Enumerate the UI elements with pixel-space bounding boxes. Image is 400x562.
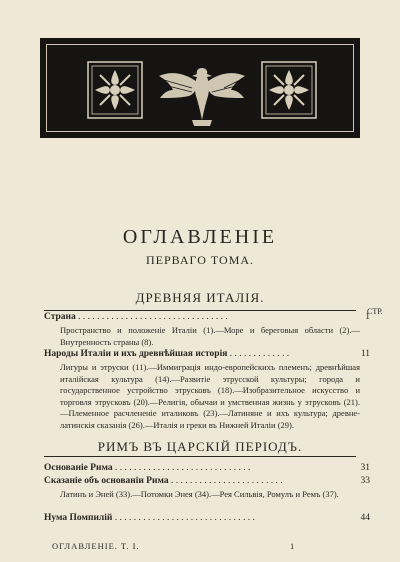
signature-mark: 1 (290, 541, 296, 551)
page-column-header: СТР. (367, 307, 383, 316)
contents-title: ОГЛАВЛЕНІЕ (122, 226, 278, 248)
leader-dots: . . . . . . . . . . . . . . . . . . . . . . . . . . . . . . . . (78, 312, 228, 322)
leader-dots: . . . . . . . . . . . . . . . . . . . . . . . . (171, 476, 283, 486)
toc-entry-numa (44, 513, 370, 525)
eagle-icon (159, 68, 245, 126)
toc-entry-name: Сказаніе объ основаніи Рима (44, 476, 169, 486)
toc-entry-description: Лигуры и этруски (11).—Иммиграція индо-европейскихъ племенъ; древнѣйшая италійская культура (14).—Развитіе этрусской культуры; города и государственное устройство этрусковъ (18).—Изобразительное искусство и торговля этрусковъ (20).—Религія, обычаи и умственная жизнь у этрусковъ (21).—Племенное расчлененіе италиковъ (23).—Латиняне и ихъ культура; древне-латинскія сказанія (26).—Италія и греки въ Нижней Италіи (29). (60, 362, 360, 430)
leader-dots: . . . . . . . . . . . . . . . . . . . . . . . . . . . . . . (114, 513, 255, 523)
toc-entry-page: 33 (360, 476, 370, 486)
toc-entry-country (44, 312, 370, 324)
toc-entry-name: Страна (44, 312, 76, 322)
toc-entry-page: 44 (360, 513, 370, 523)
toc-entry-name: Нума Помпилій (44, 513, 113, 523)
section-divider (44, 310, 356, 311)
toc-entry-page: 11 (360, 349, 370, 359)
toc-entry-legend (44, 476, 370, 488)
toc-entry-name: Основаніе Рима (44, 463, 113, 473)
rosette-left-icon (88, 62, 142, 118)
contents-subtitle: ПЕРВАГО ТОМА. (145, 253, 255, 267)
toc-entry-page: 1 (365, 312, 370, 322)
toc-entry-page: 31 (360, 463, 370, 473)
section-title-rome-kings: РИМЪ ВЪ ЦАРСКІЙ ПЕРІОДЪ. (97, 439, 303, 454)
section-title-ancient-italy: ДРЕВНЯЯ ИТАЛІЯ. (135, 290, 265, 305)
toc-entry-name: Народы Италіи и ихъ древнѣйшая исторія (44, 349, 228, 359)
toc-entry-description: Латинъ и Эней (33).—Потомки Энея (34).—Рея Сильвія, Ромулъ и Ремъ (37). (60, 489, 339, 499)
vignette-ornament (42, 40, 362, 140)
toc-entry-description: Пространство и положеніе Италіи (1).—Море и береговыя области (2).—Внутренность страны (8). (60, 325, 360, 347)
running-footer: ОГЛАВЛЕНІЕ. Т. I. (52, 541, 140, 551)
toc-entry-founding (44, 463, 370, 475)
leader-dots: . . . . . . . . . . . . . . . . . . . . . . . . . . . . . (115, 463, 251, 473)
leader-dots: . . . . . . . . . . . . . (229, 349, 290, 359)
header-vignette (40, 38, 360, 138)
toc-entry-peoples (44, 349, 370, 361)
rosette-right-icon (262, 62, 316, 118)
section-divider (44, 456, 356, 457)
